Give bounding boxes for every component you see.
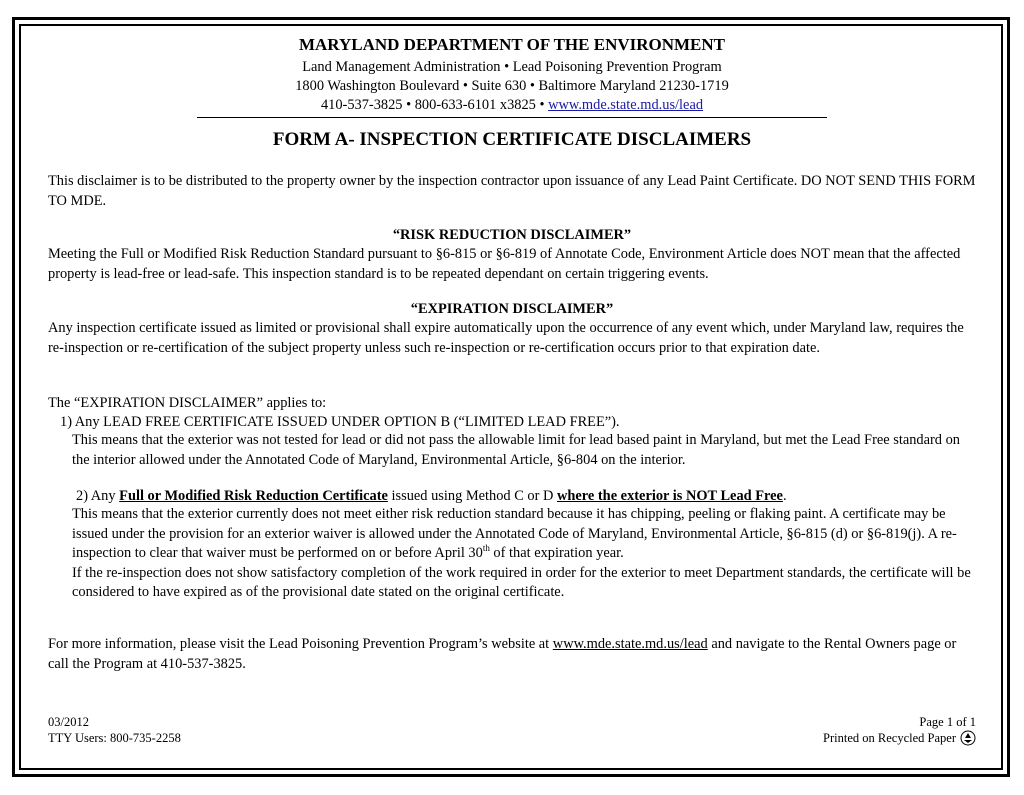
recycled-label: Printed on Recycled Paper xyxy=(823,731,956,745)
tty-number: TTY Users: 800-735-2258 xyxy=(48,731,181,745)
item2-method: issued using Method C or D xyxy=(387,488,557,504)
expiration-heading: “EXPIRATION DISCLAIMER” xyxy=(410,301,614,317)
administration-line: Land Management Administration • Lead Poisoning Prevention Program xyxy=(302,59,722,75)
intro-paragraph: This disclaimer is to be distributed to the property owner by the inspection contractor upon issuance of any Lead Paint Certificate. DO NOT SEND THIS FORM TO MDE. xyxy=(48,173,976,209)
recycled-paper-note xyxy=(823,730,976,746)
page-number: Page 1 of 1 xyxy=(919,715,976,729)
more-info-prefix: For more information, please visit the Lead Poisoning Prevention Program’s website at xyxy=(48,636,553,652)
header-website-link[interactable]: www.mde.state.md.us/lead xyxy=(548,97,704,113)
footer-right xyxy=(823,714,976,746)
address-line: 1800 Washington Boulevard • Suite 630 • Baltimore Maryland 21230-1719 xyxy=(295,78,729,94)
item2-text-c: If the re-inspection does not show satisfactory completion of the work required in order for the exterior to meet Department standards, the certificate will be considered to have expired as of the provisional date stated on the original certificate. xyxy=(72,564,971,600)
risk-reduction-text: Meeting the Full or Modified Risk Reduction Standard pursuant to §6-815 or §6-819 of Annotate Code, Environment Article does NOT mean that the affected property is lead-free or lead-safe. This inspection standard is to be repeated dependant on certain triggering events. xyxy=(48,246,961,282)
phone-numbers: 410-537-3825 • 800-633-6101 x3825 • xyxy=(320,97,549,113)
program-website-link[interactable]: www.mde.state.md.us/lead xyxy=(552,636,708,652)
form-title: FORM A- INSPECTION CERTIFICATE DISCLAIMERS xyxy=(272,129,752,150)
revision-date: 03/2012 xyxy=(48,715,89,729)
contact-line xyxy=(0,96,1024,114)
item1-text: This means that the exterior was not tested for lead or did not pass the allowable limit for lead based paint in Maryland, but met the Lead Free standard on the interior allowed under the Annotated Code of Maryland, Environmental Article, §6-804 on the interior. xyxy=(72,432,960,468)
item2-superscript: th xyxy=(482,543,490,554)
header-divider xyxy=(197,117,827,118)
item2-text-a: This means that the exterior currently does not meet either risk reduction standard because it has chipping, peeling or flaking paint. A certificate may be issued under the provision for an exterior waiver is allowed under the Annotated Code of Maryland, Environmental Article, §6-815 (d) or §6-819(j). A re-inspection to clear that waiver must be performed on or before April 30 xyxy=(72,506,957,561)
item1-title: 1) Any LEAD FREE CERTIFICATE ISSUED UNDER OPTION B (“LIMITED LEAD FREE”). xyxy=(60,414,620,430)
expiration-text: Any inspection certificate issued as limited or provisional shall expire automatically upon the occurrence of any event which, under Maryland law, requires the re-inspection or re-certification of the subject property unless such re-inspection or re-certification occurs prior to that expiration date. xyxy=(48,320,964,356)
more-info-paragraph xyxy=(48,635,978,674)
item2-certificate-type: Full or Modified Risk Reduction Certificate xyxy=(119,488,388,504)
footer-left xyxy=(48,714,181,746)
item2-title xyxy=(76,487,976,507)
item2-condition: where the exterior is NOT Lead Free xyxy=(557,488,783,504)
applies-intro: The “EXPIRATION DISCLAIMER” applies to: xyxy=(48,395,327,411)
item2-prefix: 2) Any xyxy=(76,488,120,504)
recycle-icon xyxy=(960,730,976,746)
risk-reduction-heading: “RISK REDUCTION DISCLAIMER” xyxy=(392,227,632,243)
department-name: MARYLAND DEPARTMENT OF THE ENVIRONMENT xyxy=(298,35,726,54)
more-info-suffix: and navigate to the Rental Owners page or call the Program at 410-537-3825. xyxy=(48,636,957,672)
item2-text-b: of that expiration year. xyxy=(489,545,624,561)
item2-text xyxy=(72,505,977,603)
item2-end: . xyxy=(782,488,787,504)
